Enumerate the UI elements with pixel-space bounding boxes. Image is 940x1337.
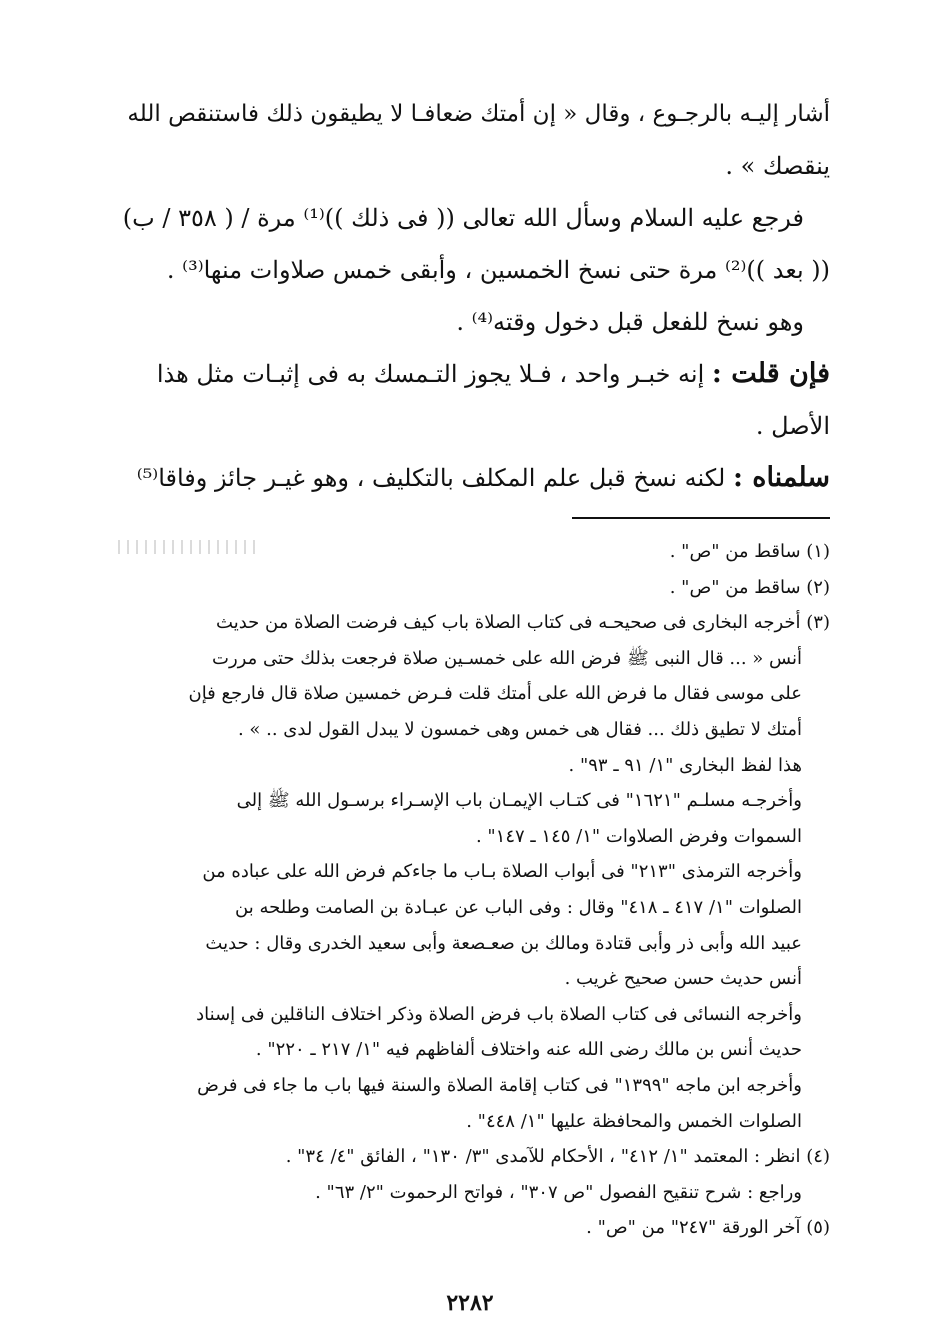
footnote-1: (١) ساقط من "ص" . [669,541,830,562]
footnote-line: الصلوات "١/ ٤١٧ ـ ٤١٨" وقال : وفى الباب عن عبـادة بن الصامت وطلحه بن [235,896,802,918]
footnote-line: وأخرجه النسائى فى كتاب الصلاة باب فرض الصلاة وذكر اختلاف الناقلين فى إسناد [196,1003,802,1025]
main-line-1: أشار إليـه بالرجـوع ، وقال « إن أمتك ضعافـا لا يطيقون ذلك فاستنقص الله [127,101,830,127]
main-line-6: إنه خبـر واحد ، فـلا يجوز التـمسك به فى إثبـات مثل هذا [156,360,705,388]
question-line [118,348,830,400]
footnote-line: السموات وفرض الصلاوات "١/ ١٤٥ ـ ١٤٧" . [475,825,802,847]
main-line-2: ينقصك » . [725,152,830,180]
footnote-2: (٢) ساقط من "ص" . [669,576,830,598]
footnotes [118,534,830,1246]
main-text [118,88,830,504]
footnote-line: أنس « ... قال النبى ﷺ فرض الله على خمسـين صلاة فرجعت بذلك حتى مررت [212,647,802,669]
main-line-4: (( بعد ))⁽²⁾ مرة حتى نسخ الخمسين ، وأبقى خمس صلاوات منها⁽³⁾ . [166,256,830,284]
footnote-line: أنس حديث حسن صحيح غريب . [564,968,802,990]
main-line-8: لكنه نسخ قبل علم المكلف بالتكليف ، وهو غيـر جائز وفاقا⁽⁵⁾ [136,464,726,492]
footnote-line: وأخرجه الترمذى "٢١٣" فى أبواب الصلاة بـاب ما جاءكم فرض الله على عباده من [202,861,802,883]
main-line-3: فرجع عليه السلام وسأل الله تعالى (( فى ذلك ))⁽¹⁾ مرة / ( ٣٥٨ / ب) [122,204,804,232]
footnote-line: الصلوات الخمس والمحافظة عليها "١/ ٤٤٨" . [466,1110,802,1132]
answer-label: سلمناه : [732,462,830,493]
footnote-line: وأخرجه ابن ماجه "١٣٩٩" فى كتاب إقامة الصلاة والسنة فيها باب ما جاء فى فرض [197,1074,802,1096]
footnote-line: عبيد الله وأبى ذر وأبى قتادة ومالك بن صعـصعة وأبى سعيد الخدرى وقال : حديث [205,932,802,954]
main-line-7: الأصل . [755,412,830,440]
footnote-5: (٥) آخر الورقة "٢٤٧" من "ص" . [586,1217,830,1239]
footnote-line: حديث أنس بن مالك رضى الله عنه واختلاف ألفاظهم فيه "١/ ٢١٧ ـ ٢٢٠" . [255,1039,802,1061]
page-number: ٢٢٨٢ [446,1290,494,1316]
footnote-4: (٤) انظر : المعتمد "١/ ٤١٢" ، الأحكام للآمدى "٣/ ١٣٠" ، الفائق "٤/ ٣٤" . [285,1146,830,1168]
footnote-line: أمتك لا تطيق ذلك ... فقال هى خمس وهى خمسون لا يبدل القول لدى .. » . [237,718,802,740]
footnote-line: وأخرجـه مسلـم "١٦٢١" فى كتـاب الإيمـان باب الإسـراء برسـول الله ﷺ إلى [236,790,802,812]
answer-line [118,452,830,504]
question-label: فإن قلت : [711,358,830,389]
footnote-line: على موسى فقال ما فرض الله على أمتك قلت فـرض خمسين صلاة قال فارجع فإن [188,683,802,705]
footnote-line: هذا لفظ البخارى "١/ ٩١ ـ ٩٣" . [568,754,802,776]
footnote-separator [572,517,830,519]
footnote-line: وراجع : شرح تنقيح الفصول "ص ٣٠٧" ، فواتح الرحموت "٢/ ٦٣" . [315,1181,802,1203]
footnote-3: (٣) أخرجه البخارى فى صحيحـه فى كتاب الصلاة باب كيف فرضت الصلاة من حديث [216,612,830,634]
main-line-5: وهو نسخ للفعل قبل دخول وقته⁽⁴⁾ . [456,308,804,336]
